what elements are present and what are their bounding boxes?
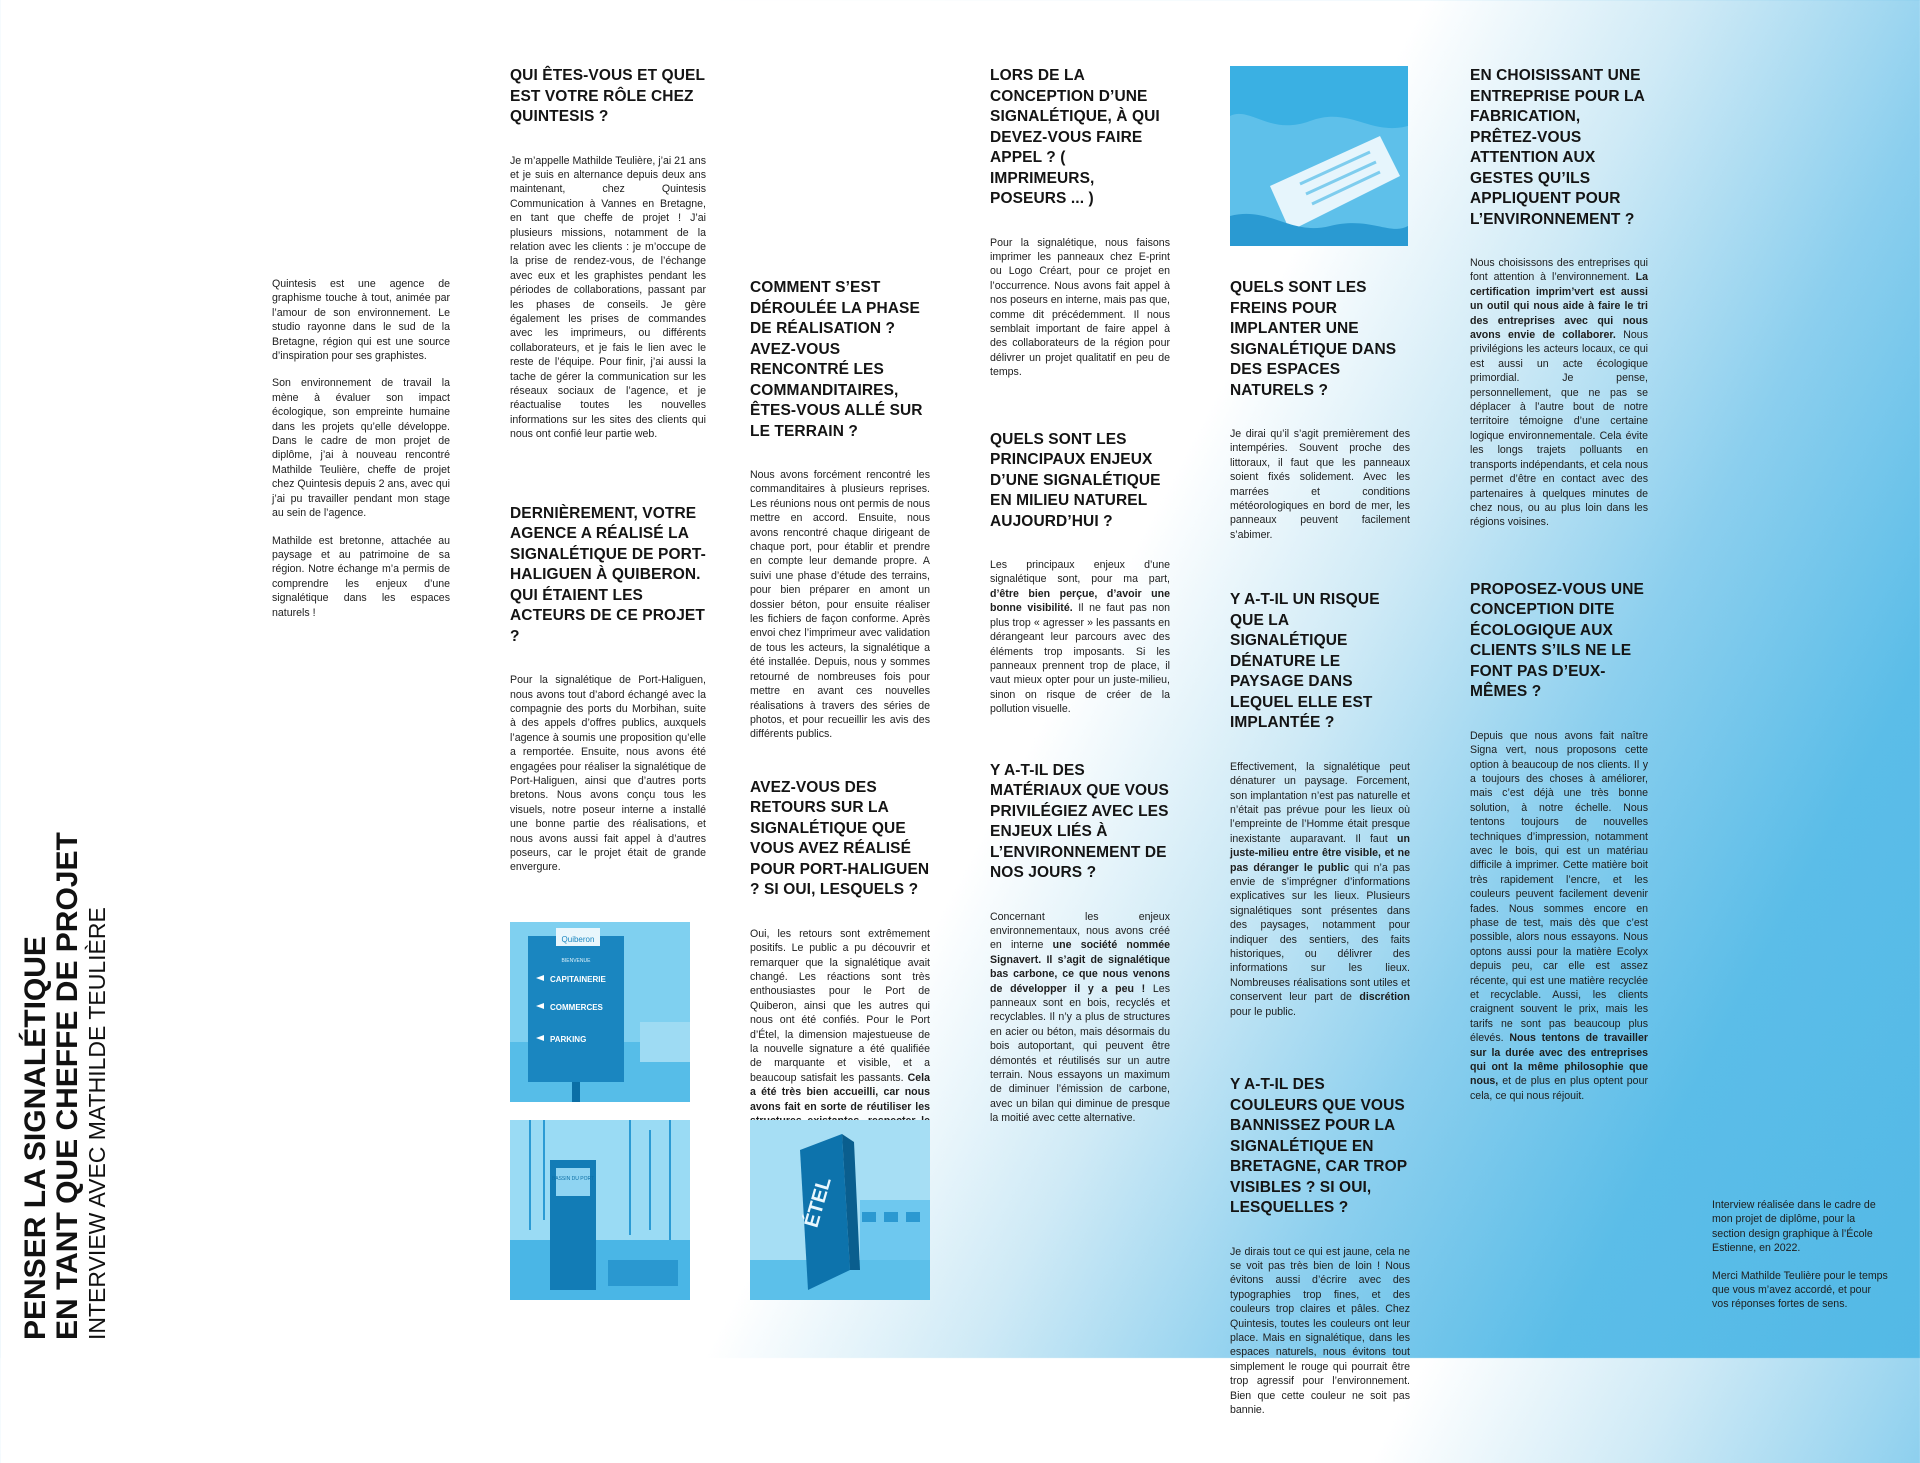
question-realisation: COMMENT S’EST DÉROULÉE LA PHASE DE RÉALISATION ? AVEZ-VOUS RENCONTRÉ LES COMMANDITAIRES, ÊTES-VOUS ALLÉ SUR LE TERRAIN ? — [750, 279, 923, 440]
question-stakes: QUELS SONT LES PRINCIPAUX ENJEUX D’UNE SIGNALÉTIQUE EN MILIEU NATUREL AUJOURD’HUI ? — [990, 430, 1161, 530]
column-2 — [750, 278, 930, 1203]
vertical-title — [20, 832, 110, 1340]
question-actors: DERNIÈREMENT, VOTRE AGENCE A RÉALISÉ LA SIGNALÉTIQUE DE PORT-HALIGUEN À QUIBERON. QUI ÉTAIENT LES ACTEURS DE CE PROJET ? — [510, 504, 706, 645]
quiberon-sign-sub: BIENVENUE — [561, 958, 591, 964]
answer-landscape: Effectivement, la signalétique peut dénaturer un paysage. Forcement, son implantation n’est pas naturelle et n’était pas prévue pour les lieux où l’empreinte de l’Homme était presque inexistante auparavant. Il faut un juste-milieu entre être visible, et ne pas déranger le public qui n’a pas envie de s’imprégner d’informations explicatives sur les lieux. Plusieurs signalétiques sont présentes dans des paysages, notamment pour indiquer des sentiers, des faits historiques, ou délivrer des informations sur les lieux. Nombreuses réalisations sont utiles et conservent leur part de discrétion pour le public. — [1230, 760, 1410, 1018]
question-eco-design: PROPOSEZ-VOUS UNE CONCEPTION DITE ÉCOLOGIQUE AUX CLIENTS S’ILS NE LE FONT PAS D’EUX-MÊMES ? — [1470, 580, 1644, 701]
credits-context: Interview réalisée dans le cadre de mon projet de diplôme, pour la section design graphique à l’École Estienne, en 2022. — [1712, 1199, 1876, 1255]
etel-text: ÉTEL — [800, 1174, 836, 1230]
title-line-2: EN TANT QUE CHEFFE DE PROJET — [51, 832, 84, 1340]
question-colors: Y A-T-IL DES COULEURS QUE VOUS BANNISSEZ POUR LA SIGNALÉTIQUE EN BRETAGNE, CAR TROP VISIBLES ? SI OUI, LESQUELLES ? — [1230, 1076, 1407, 1217]
answer-materials: Concernant les enjeux environnementaux, nous avons créé en interne une société nommée Signavert. Il s’agit de signalétique bas carbone, ce que nous venons de développer il y a peu ! Les panneaux sont en bois, recyclés et recyclables. Il n’y a plus de structures en acier ou béton, mais désormais du bois autoportant, qui peuvent être démontés et réutilisés sur un autre terrain. Nous essayons un maximum de diminuer l’émission de carbone, avec un bilan qui diminue de presque la moitié avec cette alternative. — [990, 910, 1170, 1125]
intro-paragraph-3: Mathilde est bretonne, attachée au paysage et au patrimoine de sa région. Notre échange m’a permis de comprendre les enjeux d’une signalétique dans les espaces naturels ! — [272, 534, 450, 619]
photo-quiberon-sign — [510, 922, 690, 1102]
answer-feedback: Oui, les retours sont extrêmement positifs. Le public a pu découvrir et remarquer que la signalétique avait changé. Les réactions sont très enthousiastes pour le Port de Quiberon, ainsi que les autres qui nous ont été confiés. Pour le Port d’Étel, la dimension majestueuse de la nouvelle signature a été qualifiée de marquante et visible, et a beaucoup satisfait les passants. Cela a été très bien accueilli, car nous avons fait en sorte de réutiliser les — [750, 927, 931, 1113]
credits — [1712, 1198, 1890, 1325]
question-role: QUI ÊTES-VOUS ET QUEL EST VOTRE RÔLE CHEZ QUINTESIS ? — [510, 67, 705, 125]
intro-paragraph-1: Quintesis est une agence de graphisme touche à tout, animée par l’amour de son environnement. Le studio rayonne dans le sud de la Bretagne, région qui est une source d’inspiration pour ses graphistes. — [272, 278, 450, 363]
harbor-sign-text: BASSIN DU PORT — [551, 1176, 595, 1182]
title-line-1: PENSER LA SIGNALÉTIQUE — [19, 936, 52, 1340]
answer-stakes: Les principaux enjeux d’une signalétique sont, pour ma part, d’être bien perçue, d’avoir une bonne visibilité. Il ne faut pas non plus trop « agresser » les passants en dérangeant leur parcours avec des éléments trop imposants. Si les panneaux prennent trop de place, il vaut mieux opter pour un juste-milieu, sinon on risque de créer de la pollution visuelle. — [990, 559, 1170, 716]
column-5 — [1470, 66, 1648, 1149]
credits-thanks: Merci Mathilde Teulière pour le temps que vous m’avez accordé, et pour vos réponses fortes de sens. — [1712, 1269, 1888, 1311]
answer-actors: Pour la signalétique de Port-Haliguen, nous avons tout d’abord échangé avec la compagnie des ports du Morbihan, suite à des appels d’offres publics, auxquels l’agence à soumis une proposition qu’elle a remportée. Ensuite, nous avons été engagées pour réaliser la signalétique de Port-Haliguen, ainsi que d’autres ports bretons. Nous avons conçu tous les visuels, notre poseur interne a installé une bonne partie des réalisations, et nous avons aussi fait appel à d’autres poseurs, car le projet était de grande envergure. — [510, 674, 706, 874]
answer-role: Je m’appelle Mathilde Teulière, j’ai 21 ans et je suis en alternance depuis deux ans maintenant, chez Quintesis Communication à Vannes en Bretagne, en tant que cheffe de projet ! J’ai plusieurs missions, notamment de la relation avec les clients : je m’occupe de la prise de rendez-vous, de l’échange avec eux et les graphistes pendant les périodes de collaborations, passant par les phases de conseils. Je gère également les prises de commandes avec les imprimeurs, ou différents collaborateurs, et je fais le lien avec le reste de l’équipe. Pour finir, j’ai aussi la tache de gérer la communication sur les réseaux sociaux de l’agence, et je réactualise toutes les nouvelles informations sur les sites des clients qui nous ont confié leur partie web. — [510, 154, 706, 441]
column-1 — [510, 66, 706, 921]
answer-colors: Je dirais tout ce qui est jaune, cela ne se voit pas très bien de loin ! Nous évitons aussi d’écrire avec des typographies trop fines, et des couleurs trop claires et pâles. Chez Quintesis, toutes les couleurs ont leur place. Mais en signalétique, dans les espaces naturels, nous évitons tout simplement le rouge qui pourrait être trop agressif pour l’environnement. Bien que cette couleur ne soit pas bannie. — [1230, 1245, 1410, 1417]
question-suppliers: LORS DE LA CONCEPTION D’UNE SIGNALÉTIQUE, À QUI DEVEZ-VOUS FAIRE APPEL ? ( IMPRIMEURS, POSEURS ... ) — [990, 67, 1160, 207]
question-feedback: AVEZ-VOUS DES RETOURS SUR LA SIGNALÉTIQUE QUE VOUS AVEZ RÉALISÉ POUR PORT-HALIGUEN ? SI OUI, LESQUELS ? — [750, 778, 930, 899]
photo-harbor-sign — [510, 1120, 690, 1300]
question-landscape: Y A-T-IL UN RISQUE QUE LA SIGNALÉTIQUE DÉNATURE LE PAYSAGE DANS LEQUEL ELLE EST IMPLANTÉE ? — [1230, 591, 1380, 732]
intro-column — [272, 277, 450, 633]
answer-realisation: Nous avons forcément rencontré les commanditaires à plusieurs reprises. Les réunions nous ont permis de nous mettre en accord. Ensuite, nous avons rencontré chaque dirigeant de chaque port, pour établir et prendre en compte leur demande propre. A suivi une phase d’étude des terrains, pour bien préparer en amont un dossier béton, pour ensuite réaliser les fichiers de façon conforme. Après envoi chez l’imprimeur avec validation de tous les acteurs, la signalétique a été installée. Depuis, nous y sommes retourné de nombreuses fois pour mettre en avant ces nouvelles réalisations à travers des séries de photos, et pour recueillir les avis des différents publics. — [750, 469, 930, 741]
answer-eco-design: Depuis que nous avons fait naître Signa vert, nous proposons cette option à beaucoup de nos clients. Il y a toujours des choses à améliorer, mais c’est déjà une très bonne solution, à notre échelle. Nous tentons toujours de nouvelles techniques d’impression, notamment avec le bois, qui est un matériau difficile à imprimer. Cette matière boit très rapidement l’encre, et les couleurs peuvent facilement devenir fades. Nous sommes encore en phase de test, mais dès que c’est possible, alors nous essayons. Nous optons aussi pour la matière Ecolyx depuis peu, car elle est assez récente, qui est une matière recyclée et recyclable. Aussi, les clients craignent souvent le prix, mais les tarifs ne sont pas beaucoup plus élevés. Nous tentons de travailler sur la durée avec des entreprises qui ont la même philosophie que nous, et de plus en plus optent pour cela, ce qui nous réjouit. — [1470, 729, 1648, 1102]
photo-etel-sign — [750, 1120, 930, 1300]
quiberon-sign-line1: CAPITAINERIE — [550, 975, 606, 984]
quiberon-sign-line3: PARKING — [550, 1035, 587, 1044]
title-subtitle: INTERVIEW AVEC MATHILDE TEULIÈRE — [84, 907, 110, 1340]
quiberon-sign-line2: COMMERCES — [550, 1003, 603, 1012]
quiberon-sign-brand: Quiberon — [561, 935, 595, 944]
photo-sign-installation — [1230, 66, 1408, 246]
question-materials: Y A-T-IL DES MATÉRIAUX QUE VOUS PRIVILÉGIEZ AVEC LES ENJEUX LIÉS À L’ENVIRONNEMENT DE NOS JOURS ? — [990, 761, 1169, 882]
answer-manufacturer: Nous choisissons des entreprises qui font attention à l’environnement. La certification imprim’vert est aussi un outil qui nous aide à faire le tri des entreprises avec qui nous avons envie de collaborer. Nous privilégions les acteurs locaux, ce qui est aussi un acte écologique primordial. Je pense, personnellement, que ne pas se déplacer à l’autre bout de notre territoire témoigne d’une certaine logique environnementale. Cela évite les longs trajets polluants en transports indépendants, et cela nous permet d’être en contact avec des partenaires à quelques minutes de chez nous, ou au plus loin dans les régions voisines. — [1470, 257, 1648, 529]
question-obstacles: QUELS SONT LES FREINS POUR IMPLANTER UNE SIGNALÉTIQUE DANS DES ESPACES NATURELS ? — [1230, 279, 1397, 399]
column-3 — [990, 66, 1170, 1172]
answer-obstacles: Je dirai qu’il s’agit premièrement des intempéries. Souvent proche des littoraux, il faut que les panneaux soient fixés solidement. Avec les marrées et conditions météorologiques en bord de mer, les panneaux peuvent facilement s’abimer. — [1230, 428, 1410, 541]
column-4 — [1230, 278, 1410, 1463]
question-manufacturer: EN CHOISISSANT UNE ENTREPRISE POUR LA FABRICATION, PRÊTEZ-VOUS ATTENTION AUX GESTES QU’ILS APPLIQUENT POUR L’ENVIRONNEMENT ? — [1470, 67, 1645, 228]
intro-paragraph-2: Son environnement de travail la mène à évaluer son impact écologique, son empreinte humaine dans les projets qu’elle développe. Dans le cadre de mon projet de diplôme, j’ai à nouveau rencontré Mathilde Teulière, cheffe de projet chez Quintesis depuis 2 ans, avec qui j’ai pu travailler pendant mon stage au sein de l’agence. — [272, 377, 450, 520]
answer-suppliers: Pour la signalétique, nous faisons imprimer les panneaux chez E-print ou Logo Créart, pour ce projet en l’occurrence. Nous avons fait appel à nos poseurs en interne, mais pas que, comme dit précédemment. Il nous semblait important de faire appel à des collaborateurs de la région pour délivrer un projet qualitatif en peu de temps. — [990, 236, 1170, 379]
